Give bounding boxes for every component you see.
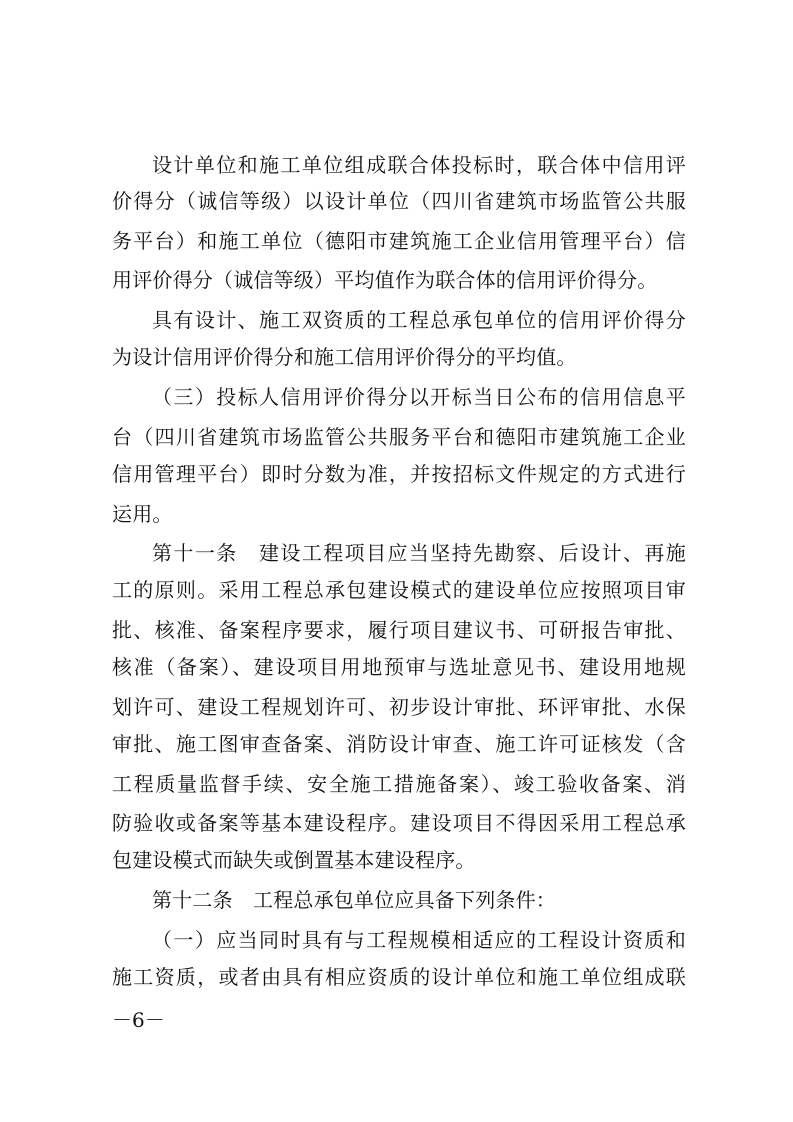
text-line: 具有设计、施工双资质的工程总承包单位的信用评价得分 xyxy=(152,308,686,332)
text-line: （三）投标人信用评价得分以开标当日公布的信用信息平 xyxy=(152,385,686,409)
text-line: 运用。 xyxy=(112,502,173,526)
text-line: 务平台）和施工单位（德阳市建筑施工企业信用管理平台）信 xyxy=(112,229,686,253)
text-line: （一）应当同时具有与工程规模相适应的工程设计资质和 xyxy=(152,928,686,952)
page-number: －6－ xyxy=(112,1008,165,1032)
text-line: 防验收或备案等基本建设程序。建设项目不得因采用工程总承 xyxy=(112,811,686,835)
text-line: 工程质量监督手续、安全施工措施备案）、竣工验收备案、消 xyxy=(112,772,686,796)
text-line: 审批、施工图审查备案、消防设计审查、施工许可证核发（含 xyxy=(112,732,686,756)
text-line: 核准（备案）、建设项目用地预审与选址意见书、建设用地规 xyxy=(112,655,686,679)
text-line: 设计单位和施工单位组成联合体投标时，联合体中信用评 xyxy=(152,153,686,177)
text-line: 包建设模式而缺失或倒置基本建设程序。 xyxy=(112,848,476,872)
article-heading-line: 第十一条 建设工程项目应当坚持先勘察、后设计、再施 xyxy=(152,541,686,565)
text-line: 批、核准、备案程序要求，履行项目建议书、可研报告审批、 xyxy=(112,618,686,642)
text-line: 信用管理平台）即时分数为准，并按招标文件规定的方式进行 xyxy=(112,462,686,486)
text-line: 台（四川省建筑市场监管公共服务平台和德阳市建筑施工企业 xyxy=(112,425,686,449)
text-line: 划许可、建设工程规划许可、初步设计审批、环评审批、水保 xyxy=(112,695,686,719)
text-line: 价得分（诚信等级）以设计单位（四川省建筑市场监管公共服 xyxy=(112,189,686,213)
text-line: 工的原则。采用工程总承包建设模式的建设单位应按照项目审 xyxy=(112,578,686,602)
article-heading-line: 第十二条 工程总承包单位应具备下列条件： xyxy=(152,888,556,912)
text-line: 为设计信用评价得分和施工信用评价得分的平均值。 xyxy=(112,345,577,369)
text-line: 施工资质，或者由具有相应资质的设计单位和施工单位组成联 xyxy=(112,965,686,989)
text-line: 用评价得分（诚信等级）平均值作为联合体的信用评价得分。 xyxy=(112,268,658,292)
